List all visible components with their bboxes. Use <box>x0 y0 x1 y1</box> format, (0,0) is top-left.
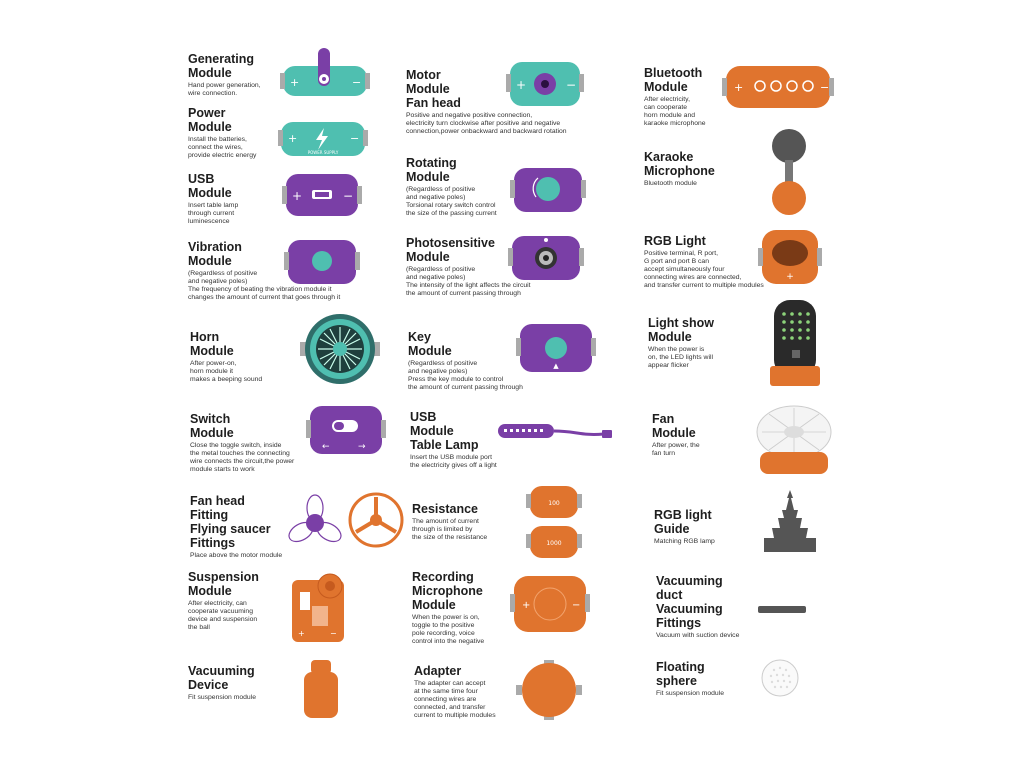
rotating-module-desc: (Regardless of positive and negative poles) Torsional rotary switch control the size of the passing current <box>406 186 497 217</box>
resistance-title: Resistance <box>412 502 479 516</box>
svg-text:▲: ▲ <box>553 362 559 370</box>
bluetooth-module-title: Bluetooth Module <box>644 66 703 94</box>
vibration-module-title: Vibration Module <box>188 240 242 268</box>
karaoke-microphone-title: Karaoke Microphone <box>644 150 715 178</box>
switch-module-desc: Close the toggle switch, inside the metal touches the connecting wire connects the circuit,the power module starts to work <box>190 442 295 473</box>
rgb-light-icon <box>758 226 822 288</box>
svg-text:+: + <box>290 76 300 89</box>
resistance-desc: The amount of current through is limited by the size of the resistance <box>412 518 488 541</box>
svg-text:−: − <box>566 78 577 92</box>
fan-module-text <box>652 412 752 458</box>
photosensitive-module-desc: (Regardless of positive and negative poles) The intensity of the light affects the circuit the amount of current passing through <box>406 266 531 297</box>
svg-text:+: + <box>516 78 527 92</box>
generating-module-desc: Hand power generation, wire connection. <box>188 82 261 97</box>
flying-saucer-icon <box>346 490 406 550</box>
horn-module-desc: After power-on, horn module it makes a beeping sound <box>190 360 263 383</box>
key-module-desc: (Regardless of positive and negative poles) Press the key module to control the amount of current passing through <box>408 360 523 391</box>
rgb-light-title: RGB Light <box>644 234 706 248</box>
rgb-light-guide-icon <box>762 488 818 554</box>
adapter-icon <box>516 660 582 720</box>
vacuuming-device-icon <box>300 658 342 720</box>
power-supply-label: POWER SUPPLY <box>307 150 339 155</box>
rgb-light-guide-title: RGB light Guide <box>654 508 712 536</box>
light-show-module-title: Light show Module <box>648 316 714 344</box>
fanhead-fitting-title: Fan head Fitting Flying saucer Fittings <box>190 494 271 550</box>
vacuuming-duct-text <box>656 574 766 640</box>
svg-text:−: − <box>820 81 830 94</box>
light-show-module-text <box>648 316 758 370</box>
adapter-desc: The adapter can accept at the same time four connecting wires are connected, and transfer current to multiple modules <box>414 680 496 719</box>
bluetooth-module-icon <box>722 62 834 112</box>
light-show-module-desc: When the power is on, the LED lights will appear flicker <box>648 346 713 369</box>
power-module-icon <box>278 118 368 160</box>
motor-module-icon <box>506 58 584 110</box>
vacuuming-duct-icon <box>758 604 808 616</box>
rgb-light-guide-text <box>654 508 754 546</box>
generating-module-icon <box>280 46 370 98</box>
svg-text:→: → <box>358 442 366 452</box>
resistance-100-label: 100 <box>548 500 560 507</box>
rotating-module-title: Rotating Module <box>406 156 457 184</box>
vacuuming-duct-desc: Vacuum with suction device <box>656 632 740 639</box>
suspension-module-text <box>188 570 288 632</box>
suspension-module-title: Suspension Module <box>188 570 259 598</box>
vacuuming-duct-title: Vacuuming duct Vacuuming Fittings <box>656 574 723 630</box>
karaoke-microphone-icon <box>764 126 814 218</box>
resistance-1000-label: 1000 <box>546 540 562 547</box>
power-module-text <box>188 106 288 160</box>
horn-module-icon <box>300 310 380 388</box>
key-module-title: Key Module <box>408 330 452 358</box>
usb-module-text <box>188 172 288 226</box>
recording-module-desc: When the power is on, toggle to the positive pole recording, voice control into the negative <box>412 614 485 645</box>
fan-head-icon <box>286 494 344 552</box>
fan-module-title: Fan Module <box>652 412 696 440</box>
vacuuming-device-title: Vacuuming Device <box>188 664 255 692</box>
floating-sphere-desc: Fit suspension module <box>656 690 725 697</box>
svg-text:−: − <box>352 76 362 89</box>
horn-module-text <box>190 330 290 384</box>
usb-lamp-desc: Insert the USB module port the electricity gives off a light <box>410 454 497 469</box>
vacuuming-device-text <box>188 664 288 702</box>
usb-module-title: USB Module <box>188 172 232 200</box>
suspension-module-icon <box>290 570 350 646</box>
suspension-module-desc: After electricity, can cooperate vacuuming device and suspension the ball <box>188 600 258 631</box>
vacuuming-device-desc: Fit suspension module <box>188 694 257 701</box>
generating-module-title: Generating Module <box>188 52 254 80</box>
adapter-text <box>414 664 524 720</box>
switch-module-title: Switch Module <box>190 412 234 440</box>
usb-module-icon <box>282 170 362 220</box>
svg-text:+: + <box>786 272 794 282</box>
fanhead-fitting-text <box>190 494 300 560</box>
fan-module-icon <box>754 404 834 478</box>
floating-sphere-icon <box>760 658 800 698</box>
key-module-icon <box>516 320 596 376</box>
fan-module-desc: After power, the fan turn <box>652 442 700 457</box>
switch-module-icon <box>306 402 386 458</box>
karaoke-microphone-text <box>644 150 754 188</box>
horn-module-title: Horn Module <box>190 330 234 358</box>
resistance-icon <box>526 484 582 562</box>
svg-text:−: − <box>330 629 337 638</box>
recording-module-text <box>412 570 522 646</box>
fanhead-fitting-desc: Place above the motor module <box>190 552 283 559</box>
svg-text:−: − <box>343 189 354 203</box>
vibration-module-icon <box>284 236 360 288</box>
usb-lamp-title: USB Module Table Lamp <box>410 410 479 452</box>
rotating-module-text <box>406 156 516 218</box>
karaoke-microphone-desc: Bluetooth module <box>644 180 697 187</box>
generating-module-text <box>188 52 288 98</box>
vibration-module-desc: (Regardless of positive and negative poles) The frequency of beating the vibration module it changes the amount of current that goes through it <box>188 270 341 301</box>
adapter-title: Adapter <box>414 664 462 678</box>
svg-text:←: ← <box>322 442 330 452</box>
power-module-desc: Install the batteries, connect the wires, provide electric energy <box>188 136 257 159</box>
floating-sphere-text <box>656 660 756 698</box>
rgb-light-guide-desc: Matching RGB lamp <box>654 538 715 545</box>
bluetooth-module-desc: After electricity, can cooperate horn module and karaoke microphone <box>644 96 706 127</box>
svg-text:+: + <box>292 189 303 203</box>
svg-text:−: − <box>572 600 581 611</box>
svg-text:+: + <box>522 600 531 611</box>
recording-module-icon <box>510 572 590 636</box>
photosensitive-module-icon <box>508 230 584 284</box>
rgb-light-desc: Positive terminal, R port, G port and port B can accept simultaneously four connecting wires are connected, and transfer current to multiple modules <box>644 250 764 289</box>
photosensitive-module-title: Photosensitive Module <box>406 236 495 264</box>
svg-text:+: + <box>298 629 305 638</box>
rotating-module-icon <box>510 164 586 216</box>
floating-sphere-title: Floating sphere <box>656 660 705 688</box>
svg-text:−: − <box>350 132 360 145</box>
svg-text:+: + <box>734 81 744 94</box>
recording-module-title: Recording Microphone Module <box>412 570 483 612</box>
motor-module-title: Motor Module Fan head <box>406 68 461 110</box>
svg-text:+: + <box>288 132 298 145</box>
resistance-text <box>412 502 532 542</box>
usb-lamp-icon <box>496 422 616 446</box>
light-show-module-icon <box>768 298 822 390</box>
usb-module-desc: Insert table lamp through current luminescence <box>188 202 239 225</box>
power-module-title: Power Module <box>188 106 232 134</box>
motor-module-desc: Positive and negative positive connection, electricity turn clockwise after positive and negative connection,power onbackward and backward rotation <box>406 112 567 135</box>
